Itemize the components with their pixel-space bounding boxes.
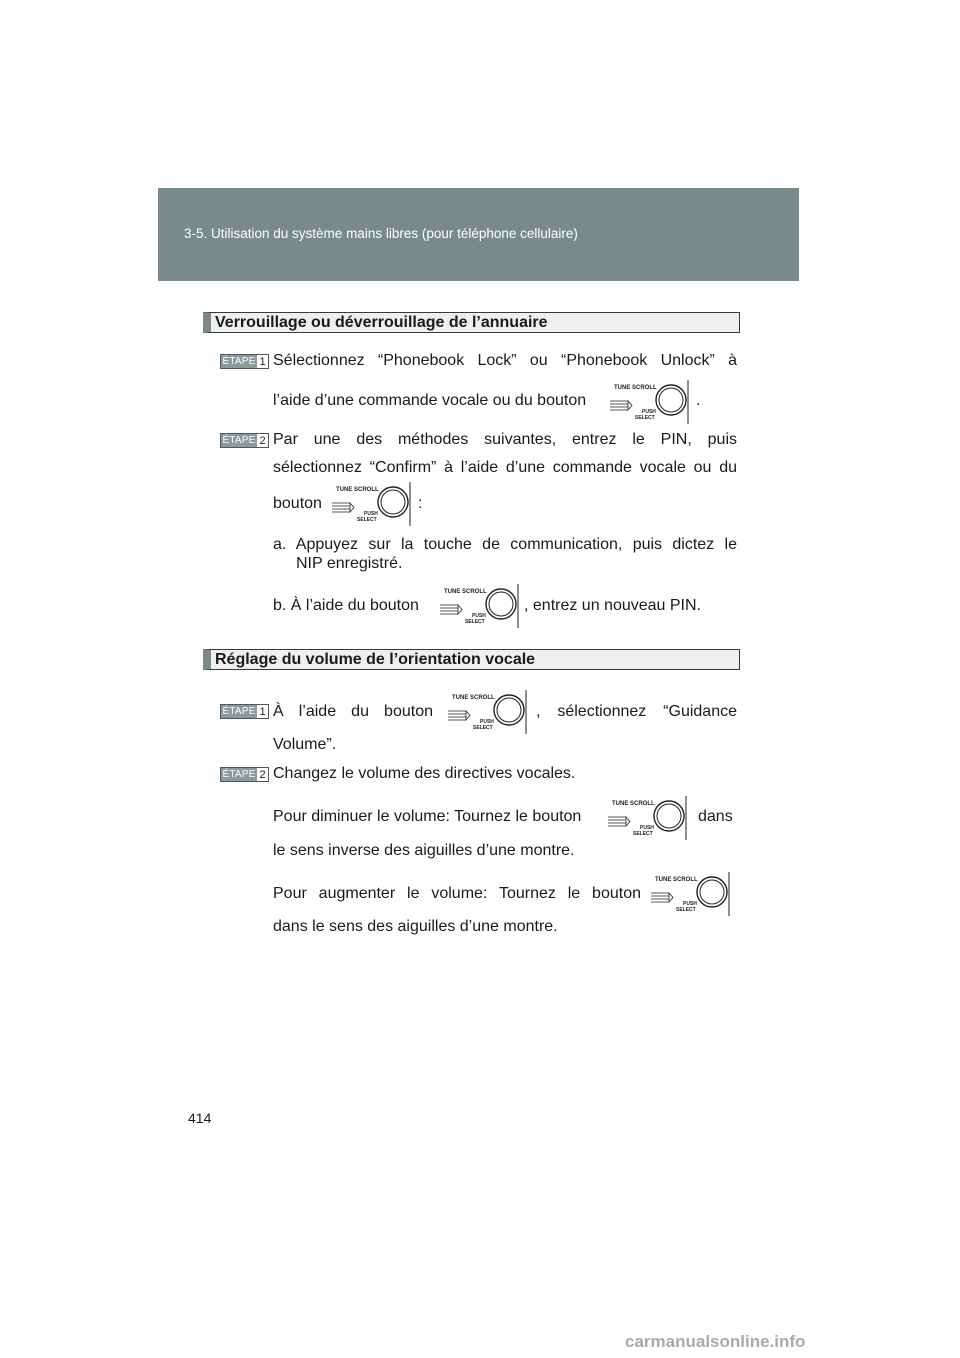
step-text: sélectionnez “Confirm” à l’aide d’une commande vocale ou du bbox=[273, 459, 737, 476]
svg-text:PUSH: PUSH bbox=[480, 719, 494, 725]
svg-text:SELECT: SELECT bbox=[473, 725, 493, 731]
step-text: l’aide d’une commande vocale ou du bouton bbox=[273, 392, 587, 409]
page-number: 414 bbox=[188, 1110, 212, 1126]
section-title-phonebook-lock bbox=[203, 312, 740, 333]
svg-text:SELECT: SELECT bbox=[633, 831, 653, 837]
tune-scroll-knob-icon bbox=[330, 482, 412, 526]
step-badge-2: ÉTAPE 2 bbox=[220, 433, 269, 448]
step-text: Pour diminuer le volume: Tournez le bouton bbox=[273, 808, 582, 825]
step-text: Par une des méthodes suivantes, entrez le PIN, puis bbox=[273, 431, 737, 448]
step-text: , sélectionnez “Guidance bbox=[536, 703, 737, 720]
tune-scroll-knob-icon bbox=[446, 690, 528, 734]
watermark: carmanualsonline.info bbox=[625, 1332, 806, 1351]
tune-scroll-knob-icon bbox=[438, 584, 520, 628]
svg-text:PUSH: PUSH bbox=[364, 511, 378, 517]
svg-text:TUNE SCROLL: TUNE SCROLL bbox=[336, 487, 379, 493]
step-text: Changez le volume des directives vocales. bbox=[273, 765, 576, 782]
svg-text:TUNE SCROLL: TUNE SCROLL bbox=[655, 877, 698, 883]
step-text: : bbox=[418, 495, 423, 512]
chapter-title: 3-5. Utilisation du système mains libres (pour téléphone cellulaire) bbox=[184, 226, 578, 241]
section-heading: Verrouillage ou déverrouillage de l’annuaire bbox=[215, 314, 548, 331]
step-text: . bbox=[696, 392, 701, 409]
svg-text:TUNE SCROLL: TUNE SCROLL bbox=[444, 589, 487, 595]
step-text: dans bbox=[698, 808, 733, 825]
chapter-header bbox=[158, 188, 799, 281]
tune-scroll-knob-icon bbox=[606, 796, 688, 840]
step-badge-2: ÉTAPE 2 bbox=[220, 767, 269, 782]
svg-text:PUSH: PUSH bbox=[640, 825, 654, 831]
section-title-guidance-volume bbox=[203, 649, 740, 670]
svg-text:SELECT: SELECT bbox=[635, 415, 655, 421]
tune-scroll-knob-icon bbox=[608, 380, 690, 424]
step-text: dans le sens des aiguilles d’une montre. bbox=[273, 918, 558, 935]
step-text: le sens inverse des aiguilles d’une montre. bbox=[273, 842, 575, 859]
svg-text:TUNE SCROLL: TUNE SCROLL bbox=[452, 695, 495, 701]
step-text: À l’aide du bouton bbox=[273, 703, 433, 720]
sub-step-b: , entrez un nouveau PIN. bbox=[524, 597, 701, 614]
step-badge-1: ÉTAPE 1 bbox=[220, 704, 269, 719]
sub-step-b: b. À l’aide du bouton bbox=[273, 597, 419, 614]
sub-step-a: NIP enregistré. bbox=[296, 555, 403, 572]
svg-text:TUNE SCROLL: TUNE SCROLL bbox=[614, 385, 657, 391]
section-heading: Réglage du volume de l’orientation vocale bbox=[215, 651, 536, 668]
step-text: Volume”. bbox=[273, 736, 337, 753]
svg-text:TUNE SCROLL: TUNE SCROLL bbox=[612, 801, 655, 807]
step-text: Sélectionnez “Phonebook Lock” ou “Phonebook Unlock” à bbox=[273, 352, 737, 369]
svg-text:PUSH: PUSH bbox=[683, 901, 697, 907]
step-text: bouton bbox=[273, 495, 322, 512]
tune-scroll-knob-icon bbox=[649, 872, 731, 916]
svg-text:SELECT: SELECT bbox=[357, 517, 377, 523]
svg-text:PUSH: PUSH bbox=[472, 613, 486, 619]
step-badge-1: ÉTAPE 1 bbox=[220, 354, 269, 369]
svg-text:SELECT: SELECT bbox=[676, 907, 696, 913]
svg-text:SELECT: SELECT bbox=[465, 619, 485, 625]
sub-step-a: a. Appuyez sur la touche de communication, puis dictez le bbox=[273, 536, 737, 553]
step-text: Pour augmenter le volume: Tournez le bouton bbox=[273, 885, 641, 902]
svg-text:PUSH: PUSH bbox=[642, 409, 656, 415]
